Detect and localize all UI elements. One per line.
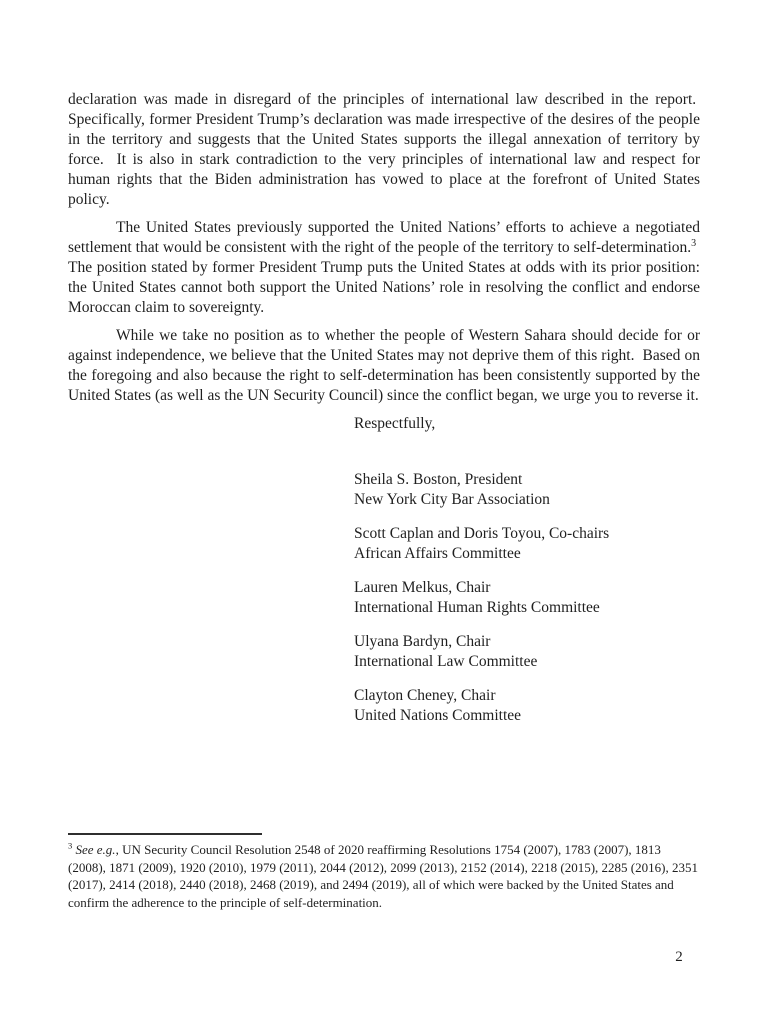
closing-salutation: Respectfully,	[354, 415, 436, 432]
signature-block	[354, 686, 700, 726]
footnote-area	[68, 833, 700, 911]
footnote-reference-marker: 3	[691, 237, 697, 249]
signatory-organization: United Nations Committee	[354, 707, 522, 724]
footnote-body: , UN Security Council Resolution 2548 of 2020 reaffirming Resolutions 1754 (2007), 1783 (2007), 1813 (2008), 1871 (2009), 1920 (2010), 1979 (2011), 2044 (2012), 2099 (2013), 2152 (2014), 2218 (2015), 2285 (2016), 2351 (2017), 2414 (2018), 2440 (2018), 2468 (2019), and 2494 (2019), all of which were backed by the United States and confirm the adherence to the principle of self-determination.	[68, 842, 698, 910]
letter-body	[68, 90, 700, 740]
signatory-organization: International Human Rights Committee	[354, 599, 600, 616]
signatory-name: Clayton Cheney, Chair	[354, 687, 496, 704]
signatory-name: Sheila S. Boston, President	[354, 471, 523, 488]
signatory-organization: New York City Bar Association	[354, 491, 550, 508]
footnote-separator	[68, 833, 262, 835]
paragraph-text-before-footnote: The United States previously supported the United Nations’ efforts to achieve a negotiated settlement that would be consistent with the right of the people of the territory to self-determination.	[68, 219, 700, 256]
paragraph-un-support	[68, 218, 700, 318]
signatory-organization: International Law Committee	[354, 653, 538, 670]
signatory-organization: African Affairs Committee	[354, 545, 521, 562]
signatory-name: Ulyana Bardyn, Chair	[354, 633, 491, 650]
signature-block	[354, 578, 700, 618]
footnote-number: 3	[68, 840, 73, 851]
signature-block	[354, 632, 700, 672]
signature-block	[354, 524, 700, 564]
paragraph-position-statement: While we take no position as to whether the people of Western Sahara should decide for or against independence, we believe that the United States may not deprive them of this right. Based on the foregoing and also because the right to self-determination has been consistently supported by the United States (as well as the UN Security Council) since the conflict began, we urge you to reverse it.	[68, 327, 700, 404]
footnote-text	[68, 841, 700, 911]
paragraph-continuation: declaration was made in disregard of the principles of international law described in the report. Specifically, former President Trump’s declaration was made irrespective of the desires of the people in the territory and suggests that the United States supports the illegal annexation of territory by force. It is also in stark contradiction to the very principles of international law and respect for human rights that the Biden administration has vowed to place at the forefront of United States policy.	[68, 91, 700, 208]
paragraph-text-after-footnote: The position stated by former President Trump puts the United States at odds with its prior position: the United States cannot both support the United Nations’ role in resolving the conflict and endorse Moroccan claim to sovereignty.	[68, 239, 700, 316]
signatory-name: Lauren Melkus, Chair	[354, 579, 491, 596]
signatory-name: Scott Caplan and Doris Toyou, Co-chairs	[354, 525, 610, 542]
footnote-see-eg: See e.g.	[75, 842, 116, 857]
page-number: 2	[675, 949, 683, 965]
signature-block	[354, 470, 700, 510]
